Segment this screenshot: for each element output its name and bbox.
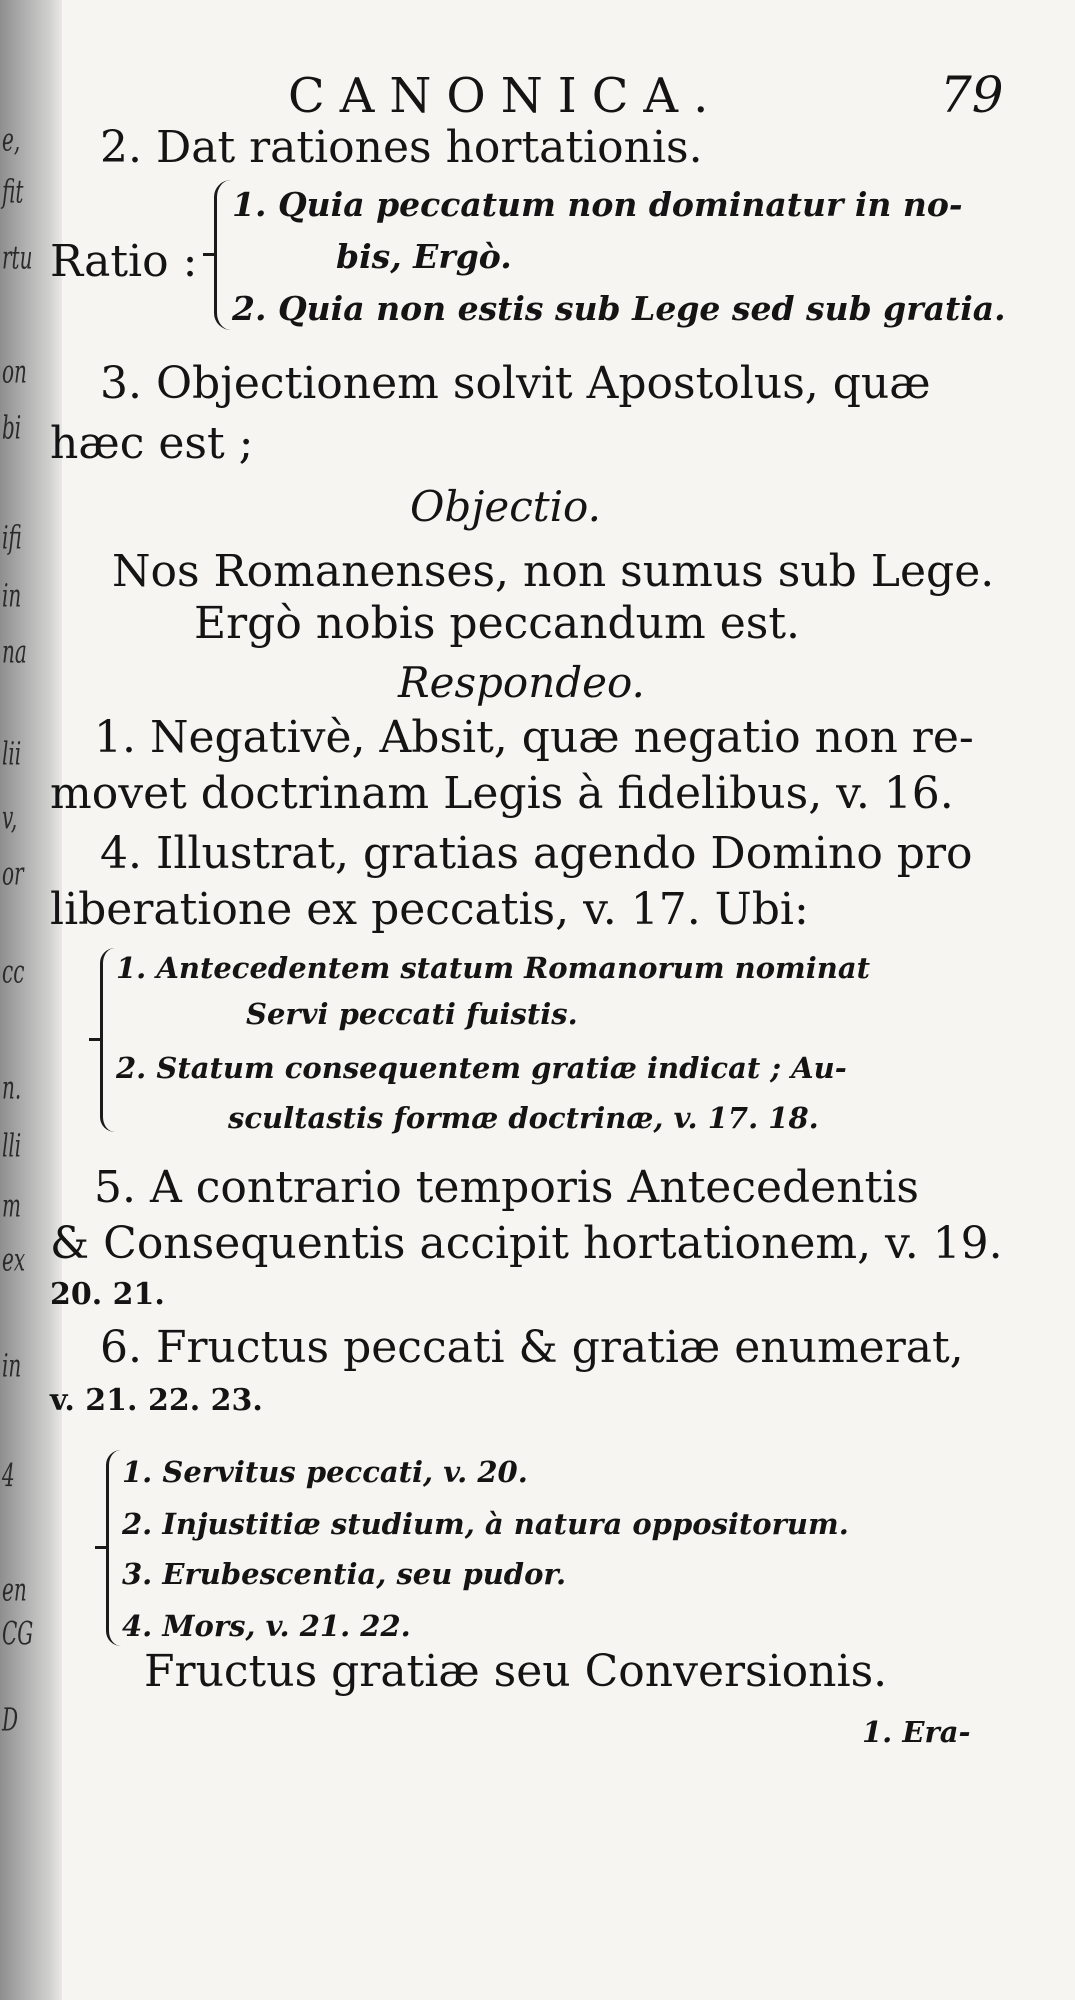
text-line: liberatione ex peccatis, v. 17. Ubi: [50, 884, 809, 935]
text-line: 3. Objectionem solvit Apostolus, quæ [100, 358, 931, 409]
text-line: 1. Negativè, Absit, quæ negatio non re- [94, 712, 974, 763]
text-line: 1. Servitus peccati, v. 20. [122, 1455, 528, 1489]
text-line: Fructus gratiæ seu Conversionis. [144, 1646, 888, 1697]
margin-fragment: in [2, 576, 22, 615]
margin-fragment: en [2, 1570, 27, 1609]
margin-fragment: lii [2, 734, 22, 773]
text-line: 5. A contrario temporis Antecedentis [94, 1162, 919, 1213]
section-heading: Respondeo. [398, 658, 645, 707]
margin-fragment: v, [2, 798, 18, 837]
margin-fragment: CG [2, 1614, 34, 1653]
margin-fragment: fit [2, 172, 24, 211]
text-line: Nos Romanenses, non sumus sub Lege. [112, 546, 995, 597]
text-line: Ergò nobis peccandum est. [194, 598, 800, 649]
margin-fragment: D [2, 1700, 19, 1739]
text-line: 2. Statum consequentem gratiæ indicat ; Au- [116, 1051, 847, 1085]
margin-fragment: 4 [2, 1456, 15, 1495]
catchword: 1. Era- [862, 1715, 971, 1749]
text-line: scultastis formæ doctrinæ, v. 17. 18. [228, 1101, 819, 1135]
margin-fragment: or [2, 854, 24, 893]
text-line: 3. Erubescentia, seu pudor. [122, 1557, 567, 1591]
section-heading: Objectio. [410, 482, 601, 531]
margin-fragment: cc [2, 952, 25, 991]
text-line: 20. 21. [50, 1277, 165, 1312]
text-line: 1. Quia peccatum non dominatur in no- [232, 185, 963, 224]
margin-fragment: rtu [2, 238, 33, 277]
margin-fragment: n. [2, 1068, 22, 1107]
margin-fragment: in [2, 1346, 22, 1385]
text-line: 2. Quia non estis sub Lege sed sub gratia. [232, 289, 1006, 328]
ratio-label: Ratio : [50, 236, 198, 287]
brace [214, 180, 231, 330]
text-line: bis, Ergò. [336, 237, 512, 276]
margin-fragment: na [2, 632, 27, 671]
running-head: CANONICA. [288, 68, 724, 124]
brace [106, 1450, 121, 1646]
text-line: 1. Antecedentem statum Romanorum nominat [116, 951, 871, 985]
text-line: & Consequentis accipit hortationem, v. 19. [50, 1218, 1003, 1269]
text-line: 2. Dat rationes hortationis. [100, 122, 703, 173]
margin-fragment: lli [2, 1126, 22, 1165]
brace [100, 948, 115, 1132]
text-line: hæc est ; [50, 418, 254, 469]
text-line: movet doctrinam Legis à fidelibus, v. 16. [50, 768, 954, 819]
text-line: 6. Fructus peccati & gratiæ enumerat, [100, 1322, 964, 1373]
page-number: 79 [940, 66, 1004, 124]
margin-fragment: bi [2, 408, 22, 447]
margin-fragment: ifi [2, 518, 22, 557]
margin-fragment: on [2, 352, 27, 391]
text-line: v. 21. 22. 23. [50, 1383, 263, 1418]
margin-fragment: ex [2, 1240, 26, 1279]
text-line: 4. Mors, v. 21. 22. [122, 1609, 411, 1643]
text-line: Servi peccati fuistis. [246, 997, 578, 1031]
text-line: 2. Injustitiæ studium, à natura oppositorum. [122, 1507, 849, 1541]
margin-fragment: m [2, 1186, 21, 1225]
margin-fragment: e, [2, 120, 21, 159]
text-line: 4. Illustrat, gratias agendo Domino pro [100, 828, 973, 879]
